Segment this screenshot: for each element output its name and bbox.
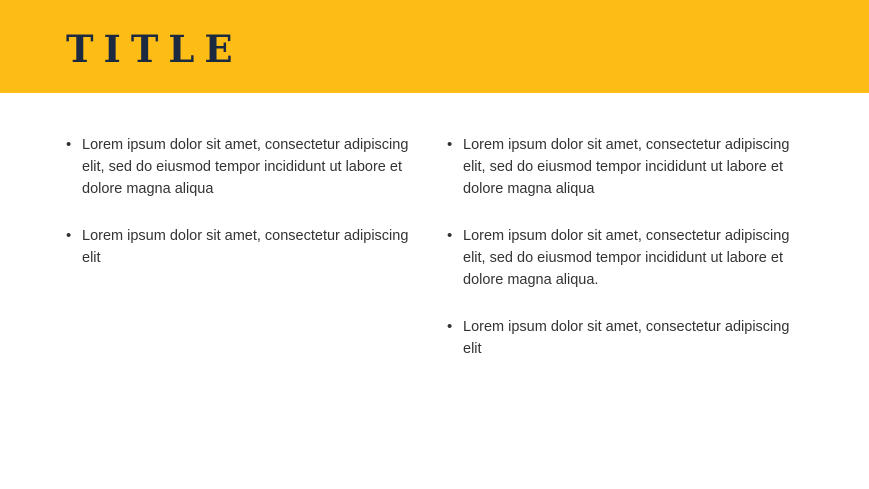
bullet-text: Lorem ipsum dolor sit amet, consectetur adipiscing elit (82, 228, 409, 266)
bullet-text: Lorem ipsum dolor sit amet, consectetur adipiscing elit (463, 319, 790, 357)
right-bullet-list (447, 134, 797, 385)
bullet-item (447, 225, 797, 291)
bullet-dot-icon: • (66, 136, 72, 153)
bullet-text: Lorem ipsum dolor sit amet, consectetur adipiscing elit, sed do eiusmod tempor incididunt ut labore et dolore magna aliqua (463, 137, 790, 197)
bullet-dot-icon: • (447, 318, 453, 335)
bullet-dot-icon: • (447, 136, 453, 153)
bullet-dot-icon: • (66, 227, 72, 244)
bullet-item (66, 225, 416, 269)
bullet-item (447, 134, 797, 200)
header-banner (0, 0, 869, 93)
left-bullet-list (66, 134, 416, 294)
bullet-dot-icon: • (447, 227, 453, 244)
bullet-text: Lorem ipsum dolor sit amet, consectetur adipiscing elit, sed do eiusmod tempor incididunt ut labore et dolore magna aliqua. (463, 228, 790, 288)
bullet-item (447, 316, 797, 360)
bullet-text: Lorem ipsum dolor sit amet, consectetur adipiscing elit, sed do eiusmod tempor incididunt ut labore et dolore magna aliqua (82, 137, 409, 197)
bullet-item (66, 134, 416, 200)
slide-title: TITLE (66, 27, 243, 71)
